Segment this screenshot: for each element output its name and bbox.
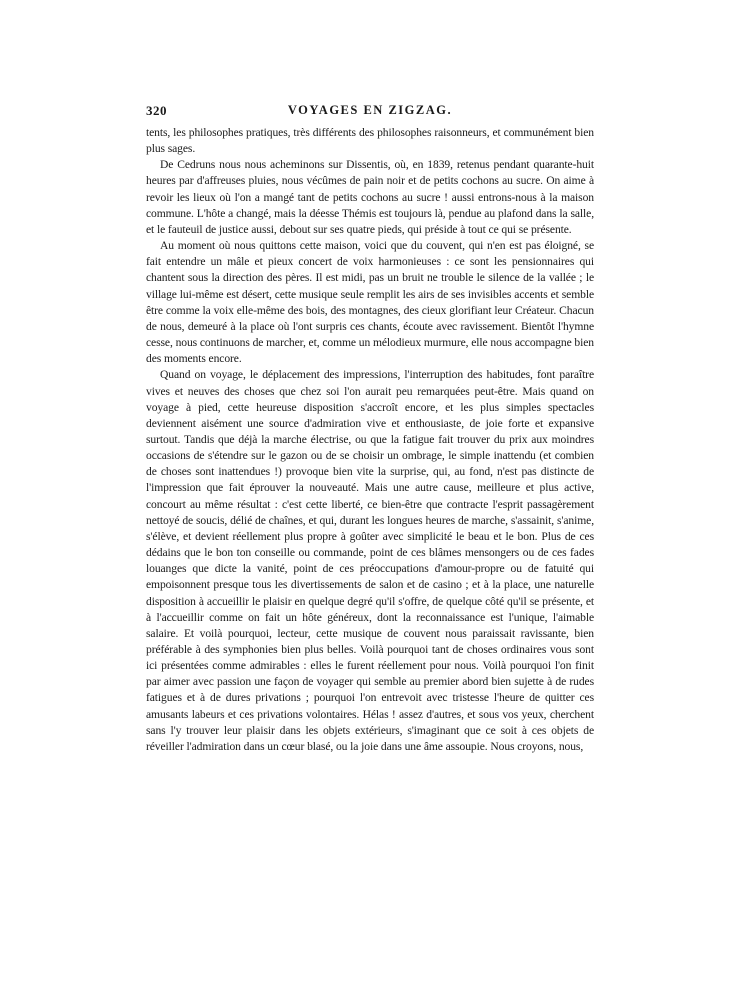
page-number: 320 [146, 103, 167, 118]
paragraph-continuation: tents, les philosophes pratiques, très différents des philosophes raisonneurs, et communément bien plus sages. [146, 126, 594, 156]
paragraph: Quand on voyage, le déplacement des impressions, l'interruption des habitudes, font paraître vives et neuves des choses que chez soi l'on aurait peu remarquées peut-être. Mais quand on voyage à pied, cette heureuse disposition s'accroît encore, et les plus simples spectacles deviennent aisément une source d'admiration vive et enthousiaste, de joie forte et expansive surtout. Tandis que déjà la marche électrise, ou que la fatigue fait trouver du prix aux moindres occasions de s'étendre sur le gazon ou de se choisir un ombrage, le simple inattendu (et combien de choses sont inattendues !) provoque bien vite la surprise, qui, au fond, n'est pas distincte de l'impression que fait éprouver la nouveauté. Mais une autre cause, meilleure et plus active, concourt au même résultat : c'est cette liberté, ce bien-être que contracte l'esprit passagèrement nettoyé de soucis, délié de chaînes, et qui, durant les longues heures de marche, s'assainit, s'anime, s'élève, et devient réellement plus propre à goûter avec simplicité le beau et le bon. Plus de ces dédains que le bon ton conseille ou commande, point de ces blâmes mensongers ou de ces fades louanges que dicte la vanité, point de ces préoccupations d'amour-propre ou de fatuité qui empoisonnent presque tous les divertissements de salon et de casino ; et à la place, une naturelle disposition à accueillir le plaisir en quelque degré qu'il s'offre, de quelque côté qu'il se présente, et à l'accueillir comme on fait un hôte généreux, dont la reconnaissance est l'unique, l'aimable salaire. Et voilà pourquoi, lecteur, cette musique de couvent nous paraissait ravissante, bien préférable à des symphonies bien plus belles. Voilà pourquoi tant de choses ordinaires vous sont ici présentées comme admirables : elles le furent réellement pour nous. Voilà pourquoi l'on finit par aimer avec passion une façon de voyager qui semble au premier abord bien sujette à de rudes fatigues et à de dures privations ; pourquoi l'on entrevoit avec tristesse l'heure de quitter ces amusants labeurs et ces privations volontaires. Hélas ! assez d'autres, et sous vos yeux, cherchent sans l'y trouver leur plaisir dans les objets extérieurs, s'imaginant que ce soit à ces objets de réveiller l'admiration dans un cœur blasé, ou la joie dans une âme assoupie. Nous croyons, nous, [146, 368, 594, 753]
paragraph: De Cedruns nous nous acheminons sur Dissentis, où, en 1839, retenus pendant quarante-huit heures par d'affreuses pluies, nous vécûmes de pain noir et de petits cochons au sucre. On aime à revoir les lieux où l'on a mangé tant de petits cochons au sucre ! aussi entrons-nous à la maison commune. L'hôte a changé, mais la déesse Thémis est toujours là, pendue au plafond dans la salle, et le fauteuil de justice aussi, debout sur ses quatre pieds, qui préside à tout ce qui se présente. [146, 158, 594, 236]
paragraph: Au moment où nous quittons cette maison, voici que du couvent, qui n'en est pas éloigné, se fait entendre un mâle et pieux concert de voix harmonieuses : ce sont les pensionnaires qui chantent sous la direction des pères. Il est midi, pas un bruit ne trouble le silence de la vallée ; le village lui-même est désert, cette musique seule remplit les airs de ses invisibles accents et semble être comme la voix elle-même des bois, des montagnes, des cieux glorifiant leur Créateur. Chacun de nous, demeuré à la place où l'ont surpris ces chants, écoute avec ravissement. Bientôt l'hymne cesse, nous continuons de marcher, et, comme un mélodieux murmure, elle nous accompagne bien des moments encore. [146, 239, 594, 366]
running-head [146, 103, 594, 121]
running-title: VOYAGES EN ZIGZAG. [287, 103, 453, 117]
book-page [146, 103, 594, 755]
body-text [146, 125, 594, 755]
